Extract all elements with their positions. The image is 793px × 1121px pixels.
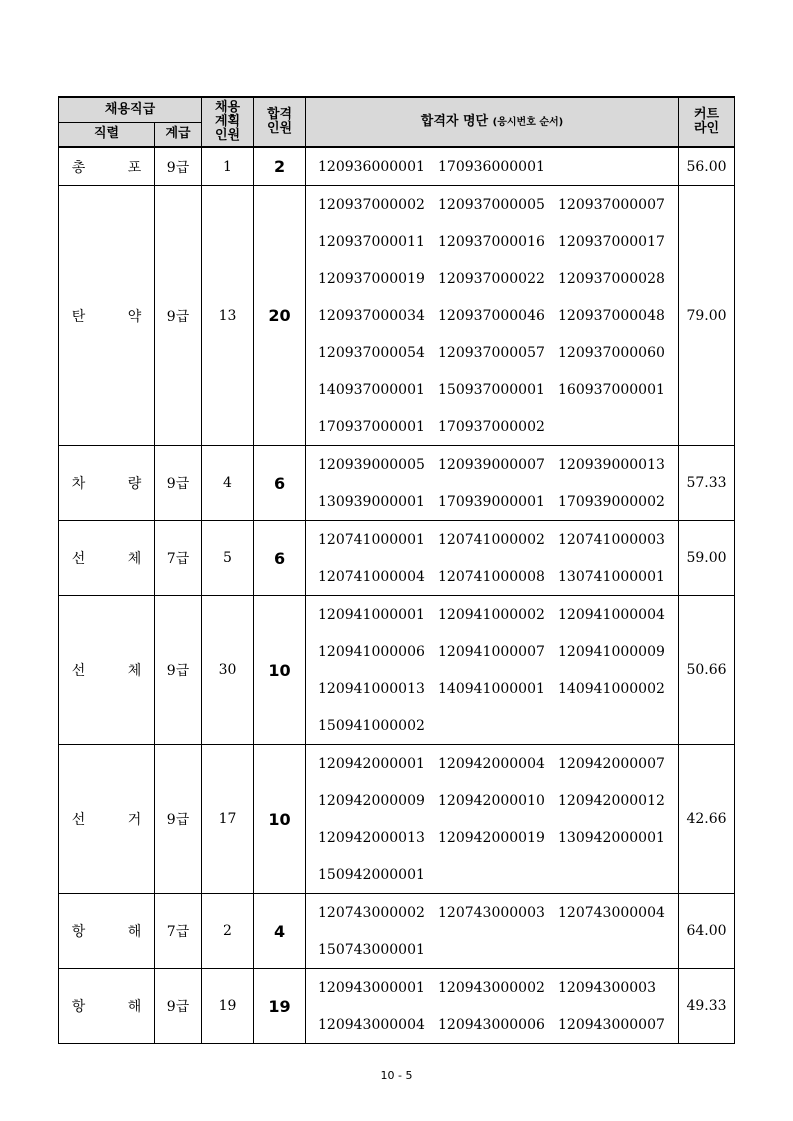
- exam-number: 140941000002: [558, 680, 665, 697]
- exam-number: 140937000001: [318, 381, 425, 398]
- planned-count-cell: 2: [202, 894, 254, 969]
- exam-number: 120743000003: [438, 904, 545, 921]
- passed-count-cell: 6: [254, 446, 306, 521]
- planned-count-cell: 13: [202, 186, 254, 446]
- job-series-cell: 선 거: [59, 745, 155, 894]
- planned-count-cell: 30: [202, 596, 254, 745]
- passer-numbers-cell: [306, 147, 679, 186]
- exam-number: 120937000060: [558, 344, 665, 361]
- exam-number: 120941000007: [438, 643, 545, 660]
- passer-numbers-line: [318, 782, 678, 819]
- job-series-cell: 차 량: [59, 446, 155, 521]
- exam-number: 170939000001: [438, 493, 545, 510]
- exam-number: 120942000019: [438, 829, 545, 846]
- exam-number: 120937000019: [318, 270, 425, 287]
- table-row: [59, 596, 735, 745]
- passer-list-header: 합격자 명단 (응시번호 순서): [306, 97, 679, 147]
- exam-number: 12094300003: [558, 979, 656, 996]
- exam-number: 120937000028: [558, 270, 665, 287]
- passer-numbers-cell: [306, 521, 679, 596]
- table-row: [59, 521, 735, 596]
- table-row: [59, 969, 735, 1044]
- planned-count-cell: 17: [202, 745, 254, 894]
- passer-numbers-line: [318, 596, 678, 633]
- exam-number: 120943000007: [558, 1016, 665, 1033]
- passer-numbers-line: [318, 745, 678, 782]
- exam-number: 130942000001: [558, 829, 665, 846]
- exam-number: 170939000002: [558, 493, 665, 510]
- exam-number: 150942000001: [318, 866, 425, 883]
- exam-number: 120741000004: [318, 568, 425, 585]
- passer-numbers-line: [318, 446, 678, 483]
- passer-numbers-line: [318, 186, 678, 223]
- job-series-cell: 항 해: [59, 969, 155, 1044]
- cutoff-header: 커트 라인: [679, 97, 735, 147]
- exam-number: 120741000001: [318, 531, 425, 548]
- exam-number: 120941000013: [318, 680, 425, 697]
- exam-number: 120937000011: [318, 233, 425, 250]
- exam-number: 120939000005: [318, 456, 425, 473]
- cutoff-cell: 42.66: [679, 745, 735, 894]
- exam-number: 120941000009: [558, 643, 665, 660]
- job-series-header: 직렬: [59, 122, 155, 147]
- passer-numbers-line: [318, 1006, 678, 1043]
- passer-numbers-line: [318, 521, 678, 558]
- passed-count-cell: 4: [254, 894, 306, 969]
- passer-numbers-line: [318, 670, 678, 707]
- exam-number: 120939000013: [558, 456, 665, 473]
- cutoff-cell: 57.33: [679, 446, 735, 521]
- exam-number: 120937000007: [558, 196, 665, 213]
- cutoff-cell: 79.00: [679, 186, 735, 446]
- exam-number: 120942000009: [318, 792, 425, 809]
- grade-cell: 9급: [155, 186, 202, 446]
- exam-number: 120941000001: [318, 606, 425, 623]
- table-row: [59, 446, 735, 521]
- passed-count-cell: 10: [254, 596, 306, 745]
- exam-number: 120937000054: [318, 344, 425, 361]
- passed-count-header: 합격 인원: [254, 97, 306, 147]
- passer-numbers-cell: [306, 186, 679, 446]
- passed-count-cell: 19: [254, 969, 306, 1044]
- exam-number: 170937000002: [438, 418, 545, 435]
- grade-cell: 9급: [155, 745, 202, 894]
- exam-number: 120741000008: [438, 568, 545, 585]
- cutoff-cell: 50.66: [679, 596, 735, 745]
- exam-number: 120937000046: [438, 307, 545, 324]
- planned-count-header: 채용 계획 인원: [202, 97, 254, 147]
- passed-count-cell: 10: [254, 745, 306, 894]
- exam-number: 150937000001: [438, 381, 545, 398]
- exam-number: 120743000002: [318, 904, 425, 921]
- passer-numbers-line: [318, 148, 678, 185]
- exam-number: 120942000010: [438, 792, 545, 809]
- grade-cell: 7급: [155, 521, 202, 596]
- exam-number: 120942000004: [438, 755, 545, 772]
- table-row: [59, 894, 735, 969]
- passed-count-cell: 6: [254, 521, 306, 596]
- exam-number: 130741000001: [558, 568, 665, 585]
- exam-number: 120743000004: [558, 904, 665, 921]
- exam-number: 170937000001: [318, 418, 425, 435]
- passer-numbers-line: [318, 260, 678, 297]
- grade-cell: 9급: [155, 446, 202, 521]
- results-table: [58, 96, 735, 1044]
- exam-number: 150941000002: [318, 717, 425, 734]
- passer-numbers-cell: [306, 446, 679, 521]
- exam-number: 120943000002: [438, 979, 545, 996]
- table-row: [59, 745, 735, 894]
- passer-numbers-line: [318, 334, 678, 371]
- exam-number: 120939000007: [438, 456, 545, 473]
- exam-number: 120937000022: [438, 270, 545, 287]
- job-series-cell: 항 해: [59, 894, 155, 969]
- passer-numbers-cell: [306, 745, 679, 894]
- exam-number: 120937000057: [438, 344, 545, 361]
- passer-numbers-cell: [306, 894, 679, 969]
- grade-cell: 9급: [155, 969, 202, 1044]
- exam-number: 170936000001: [438, 158, 545, 175]
- job-series-cell: 선 체: [59, 521, 155, 596]
- exam-number: 120943000001: [318, 979, 425, 996]
- passer-numbers-line: [318, 223, 678, 260]
- exam-number: 120942000013: [318, 829, 425, 846]
- passer-numbers-line: [318, 371, 678, 408]
- cutoff-cell: 56.00: [679, 147, 735, 186]
- planned-count-cell: 4: [202, 446, 254, 521]
- exam-number: 150743000001: [318, 941, 425, 958]
- passer-numbers-line: [318, 894, 678, 931]
- passer-numbers-cell: [306, 969, 679, 1044]
- grade-cell: 7급: [155, 894, 202, 969]
- exam-number: 140941000001: [438, 680, 545, 697]
- passer-numbers-line: [318, 558, 678, 595]
- exam-number: 120937000016: [438, 233, 545, 250]
- exam-number: 120942000001: [318, 755, 425, 772]
- planned-count-cell: 19: [202, 969, 254, 1044]
- passer-numbers-cell: [306, 596, 679, 745]
- exam-number: 120942000007: [558, 755, 665, 772]
- grade-cell: 9급: [155, 596, 202, 745]
- exam-number: 120937000017: [558, 233, 665, 250]
- exam-number: 120941000006: [318, 643, 425, 660]
- job-series-cell: 선 체: [59, 596, 155, 745]
- recruit-position-header: 채용직급: [59, 97, 202, 122]
- exam-number: 120937000005: [438, 196, 545, 213]
- exam-number: 120741000003: [558, 531, 665, 548]
- exam-number: 120943000006: [438, 1016, 545, 1033]
- exam-number: 160937000001: [558, 381, 665, 398]
- cutoff-cell: 59.00: [679, 521, 735, 596]
- passer-numbers-line: [318, 633, 678, 670]
- grade-cell: 9급: [155, 147, 202, 186]
- planned-count-cell: 5: [202, 521, 254, 596]
- cutoff-cell: 64.00: [679, 894, 735, 969]
- exam-number: 120937000048: [558, 307, 665, 324]
- passer-numbers-line: [318, 707, 678, 744]
- passed-count-cell: 20: [254, 186, 306, 446]
- exam-number: 130939000001: [318, 493, 425, 510]
- table-row: [59, 147, 735, 186]
- passer-numbers-line: [318, 931, 678, 968]
- exam-number: 120943000004: [318, 1016, 425, 1033]
- passer-numbers-line: [318, 969, 678, 1006]
- exam-number: 120942000012: [558, 792, 665, 809]
- passer-numbers-line: [318, 819, 678, 856]
- job-series-cell: 총 포: [59, 147, 155, 186]
- exam-number: 120937000034: [318, 307, 425, 324]
- table-row: [59, 186, 735, 446]
- passer-numbers-line: [318, 297, 678, 334]
- exam-number: 120741000002: [438, 531, 545, 548]
- passer-numbers-line: [318, 856, 678, 893]
- exam-number: 120941000002: [438, 606, 545, 623]
- planned-count-cell: 1: [202, 147, 254, 186]
- exam-number: 120941000004: [558, 606, 665, 623]
- page-number: 10 - 5: [380, 1069, 413, 1082]
- grade-header: 계급: [155, 122, 202, 147]
- job-series-cell: 탄 약: [59, 186, 155, 446]
- exam-number: 120937000002: [318, 196, 425, 213]
- exam-number: 120936000001: [318, 158, 425, 175]
- passer-numbers-line: [318, 483, 678, 520]
- passer-numbers-line: [318, 408, 678, 445]
- cutoff-cell: 49.33: [679, 969, 735, 1044]
- passed-count-cell: 2: [254, 147, 306, 186]
